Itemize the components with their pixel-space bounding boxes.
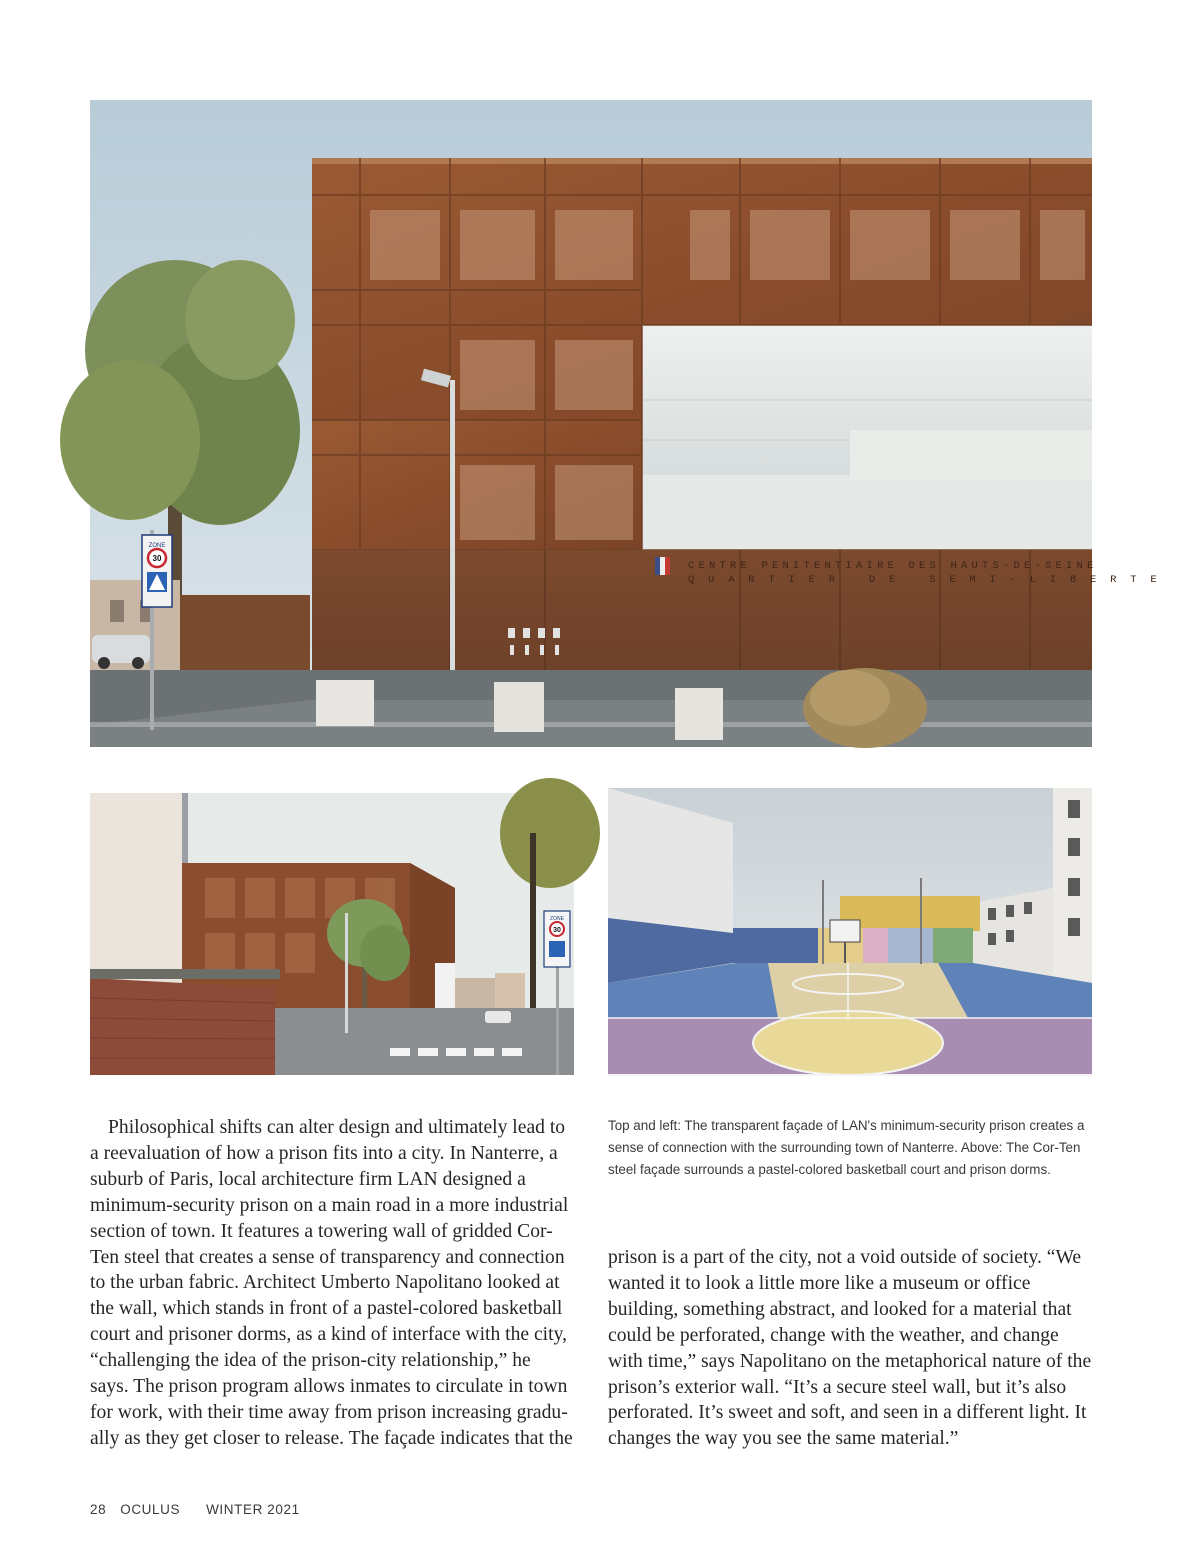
article-paragraph-2: prison is a part of the city, not a void outside of society. “We wanted it to look a little more like a museum or office building, something abstract, and looked for a material that could be perforated, change with the weather, and change with time,” says Napolitano on the metaphorical nature of the prison’s exterior wall. “It’s a secure steel wall, but it’s also perforated. It’s sweet and soft, and seen in a different light. It changes the way you see the same material.” [608, 1247, 1092, 1450]
photo-prison-facade [90, 100, 1171, 747]
court-illustration [608, 788, 1092, 1075]
road-sign-zone: ZONE [148, 543, 166, 549]
page-footer [90, 1502, 300, 1517]
photo-street-view [90, 793, 574, 1075]
issue-date: WINTER 2021 [206, 1502, 300, 1517]
street-illustration [90, 793, 574, 1075]
street-sign-speed-limit: 30 [553, 927, 561, 934]
caption-text: Top and left: The transparent façade of LAN's minimum-security prison creates a sense of connection with the surrounding town of Nanterre. Above: The Cor-Ten steel façade surrounds a pastel-colored basketball court and prison dorms. [608, 1118, 1085, 1177]
page-number: 28 [90, 1502, 107, 1517]
article-paragraph-1: Philosophical shifts can alter design and ultimately lead to a reevaluation of how a prison fits into a city. In Nanterre, a suburb of Paris, local architecture firm LAN designed a minimum-security prison on a main road in a more industrial section of town. It features a towering wall of gridded Cor-Ten steel that creates a sense of transparency and connection to the urban fabric. Architect Umberto Napolitano looked at the wall, which stands in front of a pastel-colored basketball court and prisoner dorms, as a kind of interface with the city, “challenging the idea of the prison-city relationship,” he says. The prison program allows inmates to circulate in town for work, with their time away from prison increasing gradu-ally as they get closer to release. The façade indicates that the [90, 1117, 573, 1449]
article-column-left [90, 1115, 574, 1452]
article-column-right [608, 1245, 1092, 1452]
street-sign-zone: ZONE [550, 916, 564, 922]
publication-name: OCULUS [120, 1502, 181, 1517]
facade-illustration [90, 100, 1171, 747]
photo-caption [608, 1115, 1098, 1181]
photo-basketball-court [608, 788, 1092, 1075]
facade-sign-line1: CENTRE PENITENTIAIRE DES HAUTS-DE-SEINE [688, 560, 1098, 572]
facade-sign-line2: QUARTIER DE SEMI-LIBERTE [688, 574, 1171, 586]
road-sign-speed-limit: 30 [152, 554, 162, 563]
